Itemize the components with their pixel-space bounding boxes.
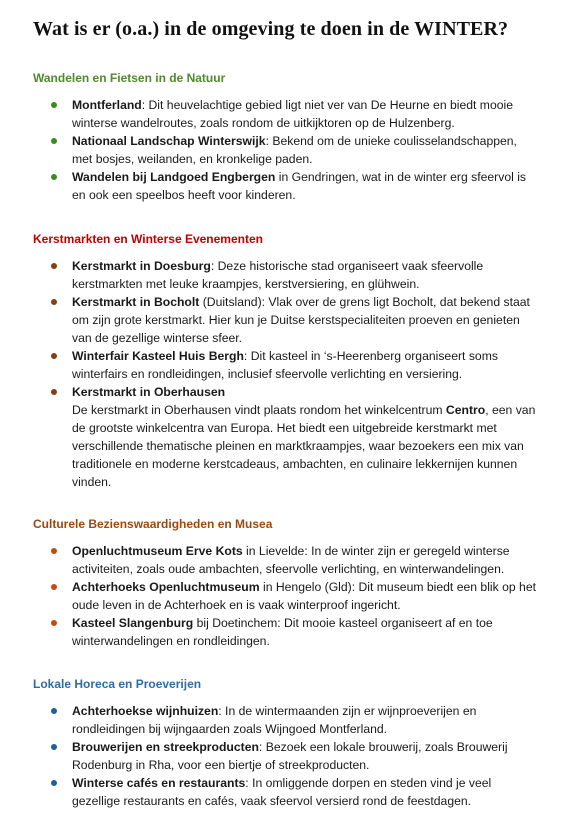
list-item [0, 542, 568, 578]
list-item [0, 702, 568, 738]
section-heading-nature: Wandelen en Fietsen in de Natuur [33, 71, 226, 85]
bullet-dot [51, 263, 57, 269]
bullet-dot [51, 353, 57, 359]
section-list-nature [0, 96, 568, 204]
bullet-dot [51, 102, 57, 108]
list-item [0, 347, 568, 383]
item-text: : Deze historische stad organiseert vaak sfeervolle kerstmarkten met leuke kraampjes, kerstversiering, en glühwein. [72, 259, 484, 291]
list-item [0, 96, 568, 132]
list-item [0, 774, 568, 810]
item-text-continued: , een van de grootste winkelcentra van Europa. Het biedt een uitgebreide kerstmarkt met verschillende thematische pleinen en marktkraampjes, waar bezoekers een mix van traditionele en moderne kerstcadeaus, ambachten, en culinaire lekkernijen kunnen vinden. [72, 403, 536, 489]
bullet-dot [51, 584, 57, 590]
bullet-dot [51, 548, 57, 554]
list-item [0, 132, 568, 168]
list-item [0, 738, 568, 774]
item-text: : Dit kasteel in ‘s-Heerenberg organiseert soms winterfairs en rondleidingen, inclusief sfeervolle verlichting en versiering. [72, 349, 498, 381]
item-text: : In de wintermaanden zijn er wijnproeverijen en rondleidingen bij wijngaarden zoals Wijngoed Montferland. [72, 704, 477, 736]
section-list-culture [0, 542, 568, 650]
item-text: in Gendringen, wat in de winter erg sfeervol is en ook een speelbos heeft voor kinderen. [72, 170, 527, 202]
item-text: De kerstmarkt in Oberhausen vindt plaats rondom het winkelcentrum [72, 403, 446, 417]
item-name: Nationaal Landschap Winterswijk [72, 134, 266, 148]
section-heading-culture: Culturele Bezienswaardigheden en Musea [33, 517, 273, 531]
item-name: Achterhoeks Openluchtmuseum [72, 580, 260, 594]
item-text: : Bezoek een lokale brouwerij, zoals Brouwerij Rodenburg in Rha, voor een biertje of streekproducten. [72, 740, 508, 772]
item-name: Montferland [72, 98, 142, 112]
section-heading-markets: Kerstmarkten en Winterse Evenementen [33, 232, 263, 246]
item-name: Achterhoekse wijnhuizen [72, 704, 219, 718]
item-text: in Hengelo (Gld): Dit museum biedt een blik op het oude leven in de Achterhoek en is vaak winterproof ingericht. [72, 580, 536, 612]
item-name: Wandelen bij Landgoed Engbergen [72, 170, 276, 184]
list-item [0, 383, 568, 491]
section-list-markets [0, 257, 568, 491]
bullet-dot [51, 299, 57, 305]
section-heading-horeca: Lokale Horeca en Proeverijen [33, 677, 202, 691]
item-name: Winterse cafés en restaurants [72, 776, 246, 790]
item-emphasis: Centro [445, 403, 486, 417]
bullet-dot [51, 174, 57, 180]
page-title: Wat is er (o.a.) in de omgeving te doen in de WINTER? [33, 18, 509, 40]
item-name: Kasteel Slangenburg [72, 616, 194, 630]
bullet-dot [51, 620, 57, 626]
bullet-dot [51, 138, 57, 144]
item-name: Winterfair Kasteel Huis Bergh [72, 349, 244, 363]
section-list-horeca [0, 702, 568, 810]
item-name: Kerstmarkt in Bocholt [72, 295, 200, 309]
item-text: bij Doetinchem: Dit mooie kasteel organiseert af en toe winterwandelingen en rondleidingen. [72, 616, 493, 648]
bullet-dot [51, 744, 57, 750]
list-item [0, 614, 568, 650]
item-name: Kerstmarkt in Oberhausen [72, 385, 226, 399]
bullet-dot [51, 780, 57, 786]
item-name: Openluchtmuseum Erve Kots [72, 544, 243, 558]
list-item [0, 578, 568, 614]
item-name: Brouwerijen en streekproducten [72, 740, 259, 754]
item-name: Kerstmarkt in Doesburg [72, 259, 211, 273]
item-text: in Lievelde: In de winter zijn er geregeld winterse activiteiten, zoals oude ambachten, sfeervolle verlichting, en winterwandelingen. [72, 544, 510, 576]
item-text: (Duitsland): Vlak over de grens ligt Bocholt, dat bekend staat om zijn grote kerstmarkt. Hier kun je Duitse kerstspecialiteiten proeven en genieten van de gezellige winterse sfeer. [72, 295, 530, 345]
item-text: : In omliggende dorpen en steden vind je veel gezellige restaurants en cafés, vaak sfeervol versierd rond de feestdagen. [72, 776, 492, 808]
item-text: : Bekend om de unieke coulisselandschappen, met bosjes, weilanden, en kronkelige paden. [72, 134, 517, 166]
list-item [0, 257, 568, 293]
bullet-dot [51, 708, 57, 714]
list-item [0, 293, 568, 347]
item-text: : Dit heuvelachtige gebied ligt niet ver van De Heurne en biedt mooie winterse wandelroutes, zoals rondom de uitkijktoren op de Hulzenberg. [72, 98, 514, 130]
list-item [0, 168, 568, 204]
bullet-dot [51, 389, 57, 395]
